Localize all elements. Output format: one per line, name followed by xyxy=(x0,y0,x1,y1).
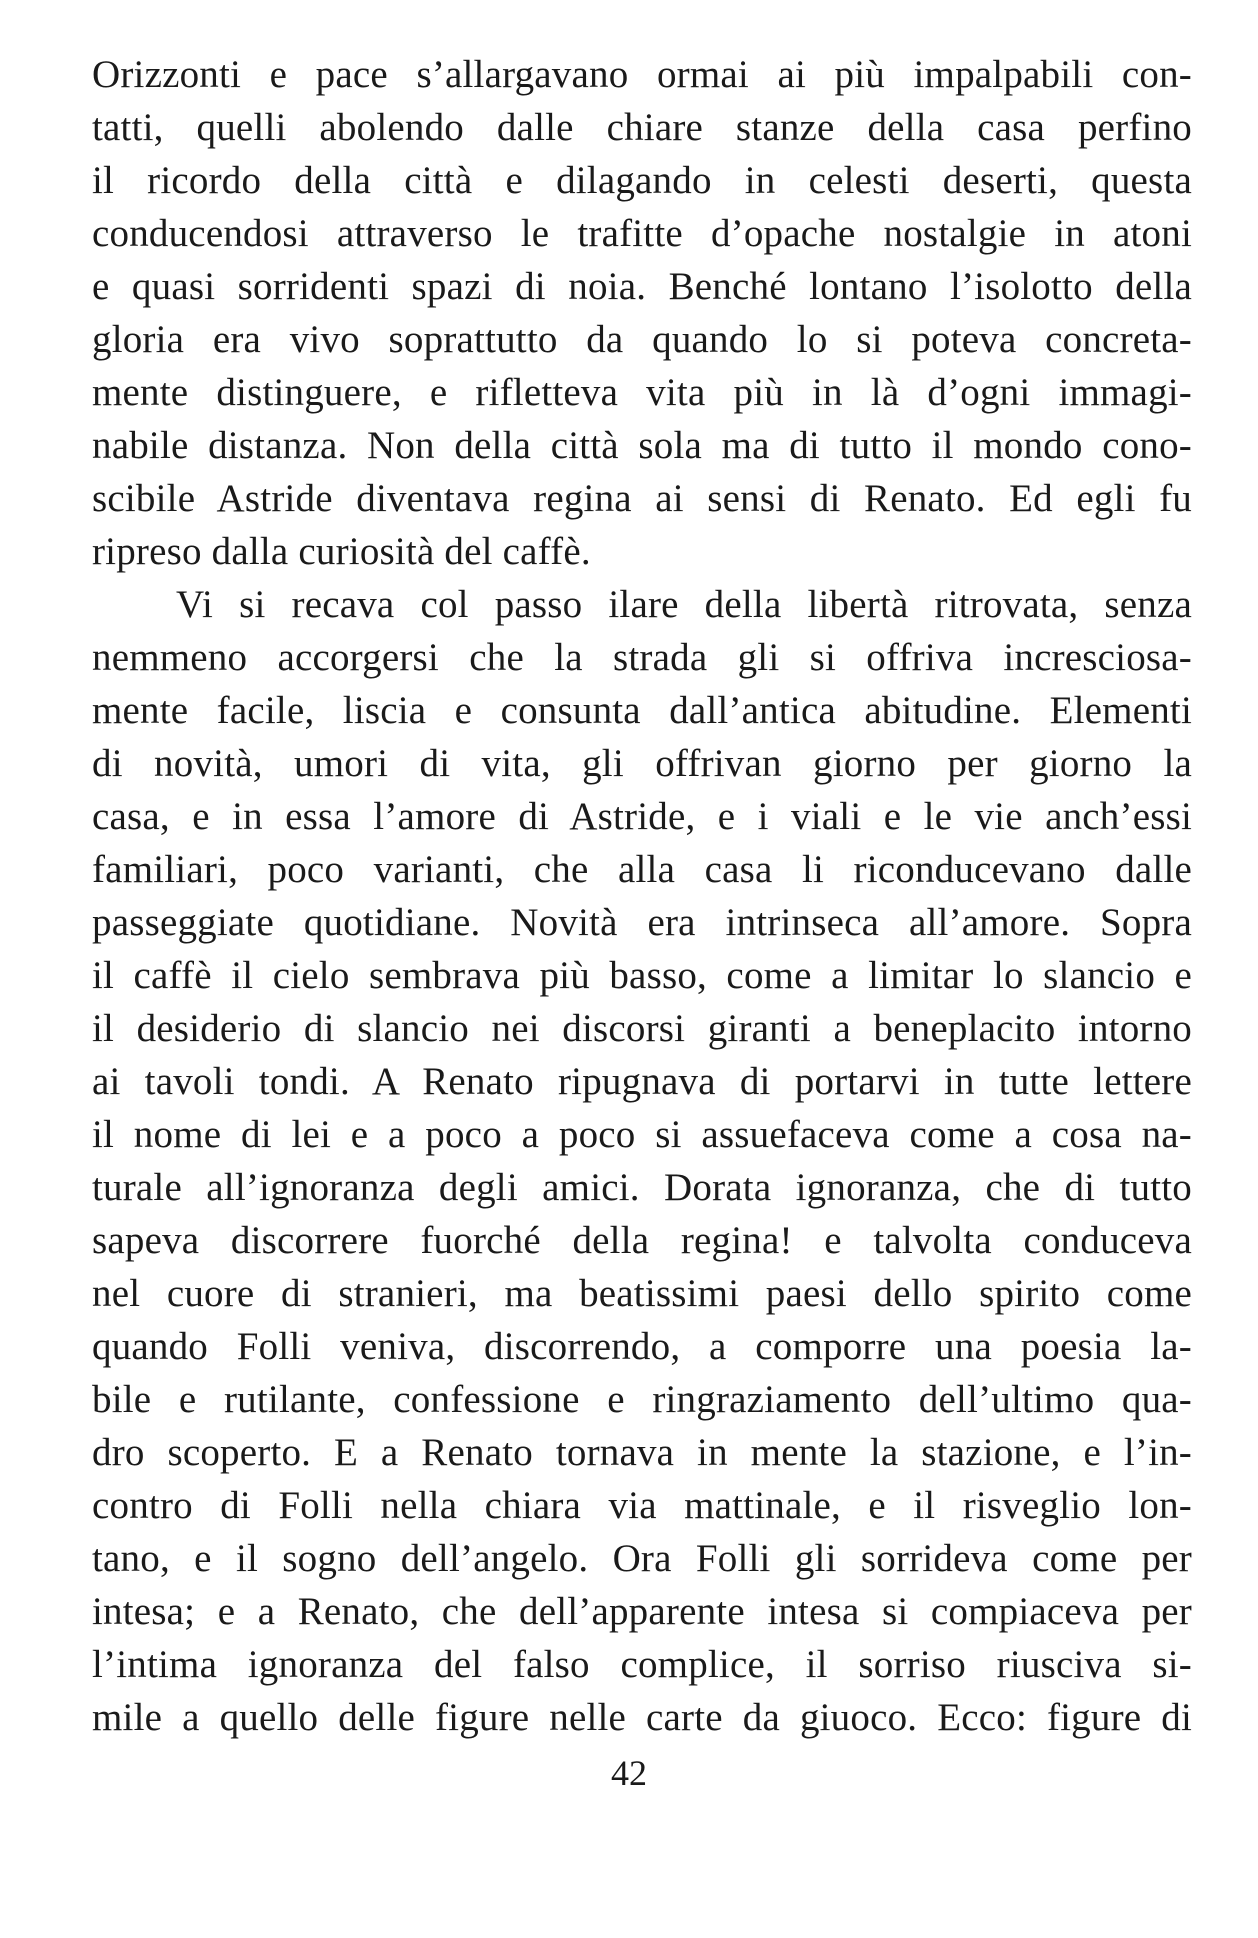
paragraph-1 xyxy=(92,48,1192,578)
paragraph-2 xyxy=(92,578,1192,1744)
text-line: nel cuore di stranieri, ma beatissimi paesi dello spirito come xyxy=(92,1272,1192,1315)
text-line: passeggiate quotidiane. Novità era intrinseca all’amore. Sopra xyxy=(92,901,1192,944)
text-line: mente distinguere, e rifletteva vita più in là d’ogni immagi- xyxy=(92,371,1192,414)
text-line: e quasi sorridenti spazi di noia. Benché lontano l’isolotto della xyxy=(92,265,1192,308)
text-line: familiari, poco varianti, che alla casa li riconducevano dalle xyxy=(92,848,1192,891)
text-line: scibile Astride diventava regina ai sensi di Renato. Ed egli fu xyxy=(92,477,1192,520)
text-line: turale all’ignoranza degli amici. Dorata ignoranza, che di tutto xyxy=(92,1166,1192,1209)
text-line: nemmeno accorgersi che la strada gli si offriva incresciosa- xyxy=(92,636,1192,679)
text-line: il ricordo della città e dilagando in celesti deserti, questa xyxy=(92,159,1192,202)
text-line: conducendosi attraverso le trafitte d’opache nostalgie in atoni xyxy=(92,212,1192,255)
text-line: il caffè il cielo sembrava più basso, come a limitar lo slancio e xyxy=(92,954,1192,997)
text-line: dro scoperto. E a Renato tornava in mente la stazione, e l’in- xyxy=(92,1431,1192,1474)
text-line: tatti, quelli abolendo dalle chiare stanze della casa perfino xyxy=(92,106,1192,149)
text-line: gloria era vivo soprattutto da quando lo si poteva concreta- xyxy=(92,318,1192,361)
text-line: l’intima ignoranza del falso complice, il sorriso riusciva si- xyxy=(92,1643,1192,1686)
text-line: il nome di lei e a poco a poco si assuefaceva come a cosa na- xyxy=(92,1113,1192,1156)
text-line: di novità, umori di vita, gli offrivan giorno per giorno la xyxy=(92,742,1192,785)
text-line: bile e rutilante, confessione e ringraziamento dell’ultimo qua- xyxy=(92,1378,1192,1421)
text-line: mile a quello delle figure nelle carte da giuoco. Ecco: figure di xyxy=(92,1696,1192,1739)
text-line: tano, e il sogno dell’angelo. Ora Folli gli sorrideva come per xyxy=(92,1537,1192,1580)
page-number: 42 xyxy=(611,1753,647,1793)
text-line: ripreso dalla curiosità del caffè. xyxy=(92,530,591,573)
text-line: contro di Folli nella chiara via mattinale, e il risveglio lon- xyxy=(92,1484,1192,1527)
text-line: Orizzonti e pace s’allargavano ormai ai più impalpabili con- xyxy=(92,53,1192,96)
text-line: sapeva discorrere fuorché della regina! e talvolta conduceva xyxy=(92,1219,1192,1262)
text-line: quando Folli veniva, discorrendo, a comporre una poesia la- xyxy=(92,1325,1192,1368)
text-line: mente facile, liscia e consunta dall’antica abitudine. Elementi xyxy=(92,689,1192,732)
body-text xyxy=(92,48,1192,1744)
text-line: il desiderio di slancio nei discorsi giranti a beneplacito intorno xyxy=(92,1007,1192,1050)
text-line: casa, e in essa l’amore di Astride, e i viali e le vie anch’essi xyxy=(92,795,1192,838)
text-line: intesa; e a Renato, che dell’apparente intesa si compiaceva per xyxy=(92,1590,1192,1633)
text-line: nabile distanza. Non della città sola ma di tutto il mondo cono- xyxy=(92,424,1192,467)
text-line: ai tavoli tondi. A Renato ripugnava di portarvi in tutte lettere xyxy=(92,1060,1192,1103)
text-line: Vi si recava col passo ilare della libertà ritrovata, senza xyxy=(176,583,1192,626)
